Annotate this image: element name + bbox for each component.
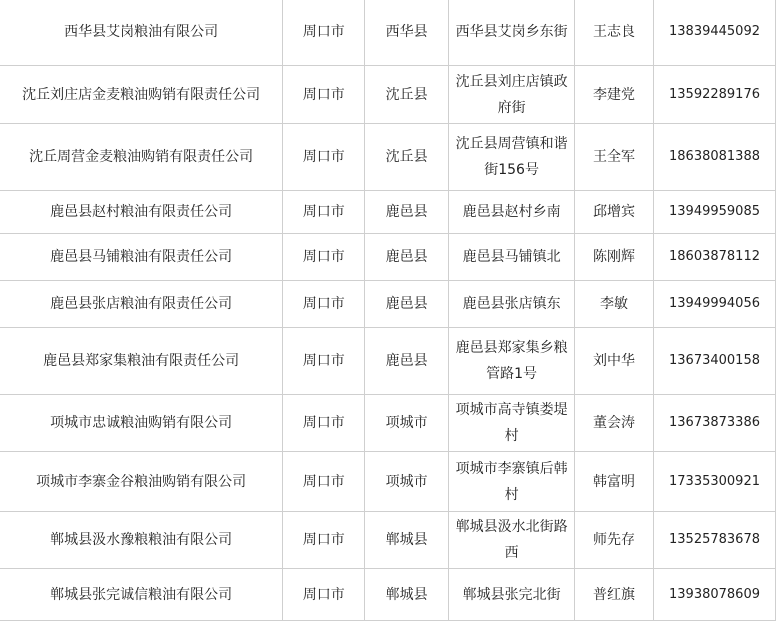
county-cell: 西华县: [365, 0, 449, 66]
county-cell: 鹿邑县: [365, 281, 449, 328]
county-cell: 鹿邑县: [365, 191, 449, 234]
company-cell: 鹿邑县赵村粮油有限责任公司: [0, 191, 283, 234]
city-cell: 周口市: [283, 234, 365, 281]
address-cell: 鹿邑县马铺镇北: [449, 234, 575, 281]
city-cell: 周口市: [283, 452, 365, 512]
address-cell: 西华县艾岗乡东街: [449, 0, 575, 66]
table-row: [0, 569, 776, 621]
contact-cell: 王志良: [575, 0, 654, 66]
table-row: [0, 66, 776, 124]
table-row: [0, 281, 776, 328]
phone-cell: 18603878112: [653, 234, 775, 281]
table-row: [0, 452, 776, 512]
city-cell: 周口市: [283, 281, 365, 328]
city-cell: 周口市: [283, 124, 365, 191]
city-cell: 周口市: [283, 512, 365, 569]
company-cell: 鹿邑县张店粮油有限责任公司: [0, 281, 283, 328]
city-cell: 周口市: [283, 569, 365, 621]
table-row: [0, 328, 776, 395]
city-cell: 周口市: [283, 66, 365, 124]
county-cell: 项城市: [365, 395, 449, 452]
table-row: [0, 0, 776, 66]
city-cell: 周口市: [283, 395, 365, 452]
company-cell: 项城市李寨金谷粮油购销有限公司: [0, 452, 283, 512]
company-cell: 郸城县汲水豫粮粮油有限公司: [0, 512, 283, 569]
phone-cell: 13949994056: [653, 281, 775, 328]
contact-cell: 普红旗: [575, 569, 654, 621]
company-cell: 郸城县张完诚信粮油有限公司: [0, 569, 283, 621]
county-cell: 鹿邑县: [365, 234, 449, 281]
contact-cell: 刘中华: [575, 328, 654, 395]
contact-cell: 王全军: [575, 124, 654, 191]
address-cell: 鹿邑县张店镇东: [449, 281, 575, 328]
address-cell: 郸城县汲水北街路西: [449, 512, 575, 569]
company-cell: 项城市忠诚粮油购销有限公司: [0, 395, 283, 452]
company-cell: 西华县艾岗粮油有限公司: [0, 0, 283, 66]
table-row: [0, 395, 776, 452]
phone-cell: 17335300921: [653, 452, 775, 512]
contact-cell: 陈刚辉: [575, 234, 654, 281]
address-cell: 郸城县张完北街: [449, 569, 575, 621]
address-cell: 沈丘县刘庄店镇政府街: [449, 66, 575, 124]
contact-cell: 师先存: [575, 512, 654, 569]
county-cell: 郸城县: [365, 569, 449, 621]
table-row: [0, 234, 776, 281]
county-cell: 沈丘县: [365, 66, 449, 124]
phone-cell: 13673400158: [653, 328, 775, 395]
address-cell: 沈丘县周营镇和谐街156号: [449, 124, 575, 191]
company-cell: 沈丘周营金麦粮油购销有限责任公司: [0, 124, 283, 191]
address-cell: 鹿邑县郑家集乡粮管路1号: [449, 328, 575, 395]
phone-cell: 13592289176: [653, 66, 775, 124]
contact-cell: 邱增宾: [575, 191, 654, 234]
contact-cell: 韩富明: [575, 452, 654, 512]
phone-cell: 13839445092: [653, 0, 775, 66]
county-cell: 郸城县: [365, 512, 449, 569]
company-cell: 沈丘刘庄店金麦粮油购销有限责任公司: [0, 66, 283, 124]
contact-cell: 李敏: [575, 281, 654, 328]
phone-cell: 13938078609: [653, 569, 775, 621]
address-cell: 项城市李寨镇后韩村: [449, 452, 575, 512]
company-cell: 鹿邑县马铺粮油有限责任公司: [0, 234, 283, 281]
contact-cell: 董会涛: [575, 395, 654, 452]
address-cell: 项城市高寺镇娄堤村: [449, 395, 575, 452]
company-cell: 鹿邑县郑家集粮油有限责任公司: [0, 328, 283, 395]
city-cell: 周口市: [283, 0, 365, 66]
phone-cell: 13673873386: [653, 395, 775, 452]
county-cell: 项城市: [365, 452, 449, 512]
table-row: [0, 191, 776, 234]
county-cell: 鹿邑县: [365, 328, 449, 395]
phone-cell: 13525783678: [653, 512, 775, 569]
city-cell: 周口市: [283, 328, 365, 395]
county-cell: 沈丘县: [365, 124, 449, 191]
table-row: [0, 124, 776, 191]
phone-cell: 18638081388: [653, 124, 775, 191]
table-row: [0, 512, 776, 569]
city-cell: 周口市: [283, 191, 365, 234]
phone-cell: 13949959085: [653, 191, 775, 234]
contact-cell: 李建党: [575, 66, 654, 124]
address-cell: 鹿邑县赵村乡南: [449, 191, 575, 234]
